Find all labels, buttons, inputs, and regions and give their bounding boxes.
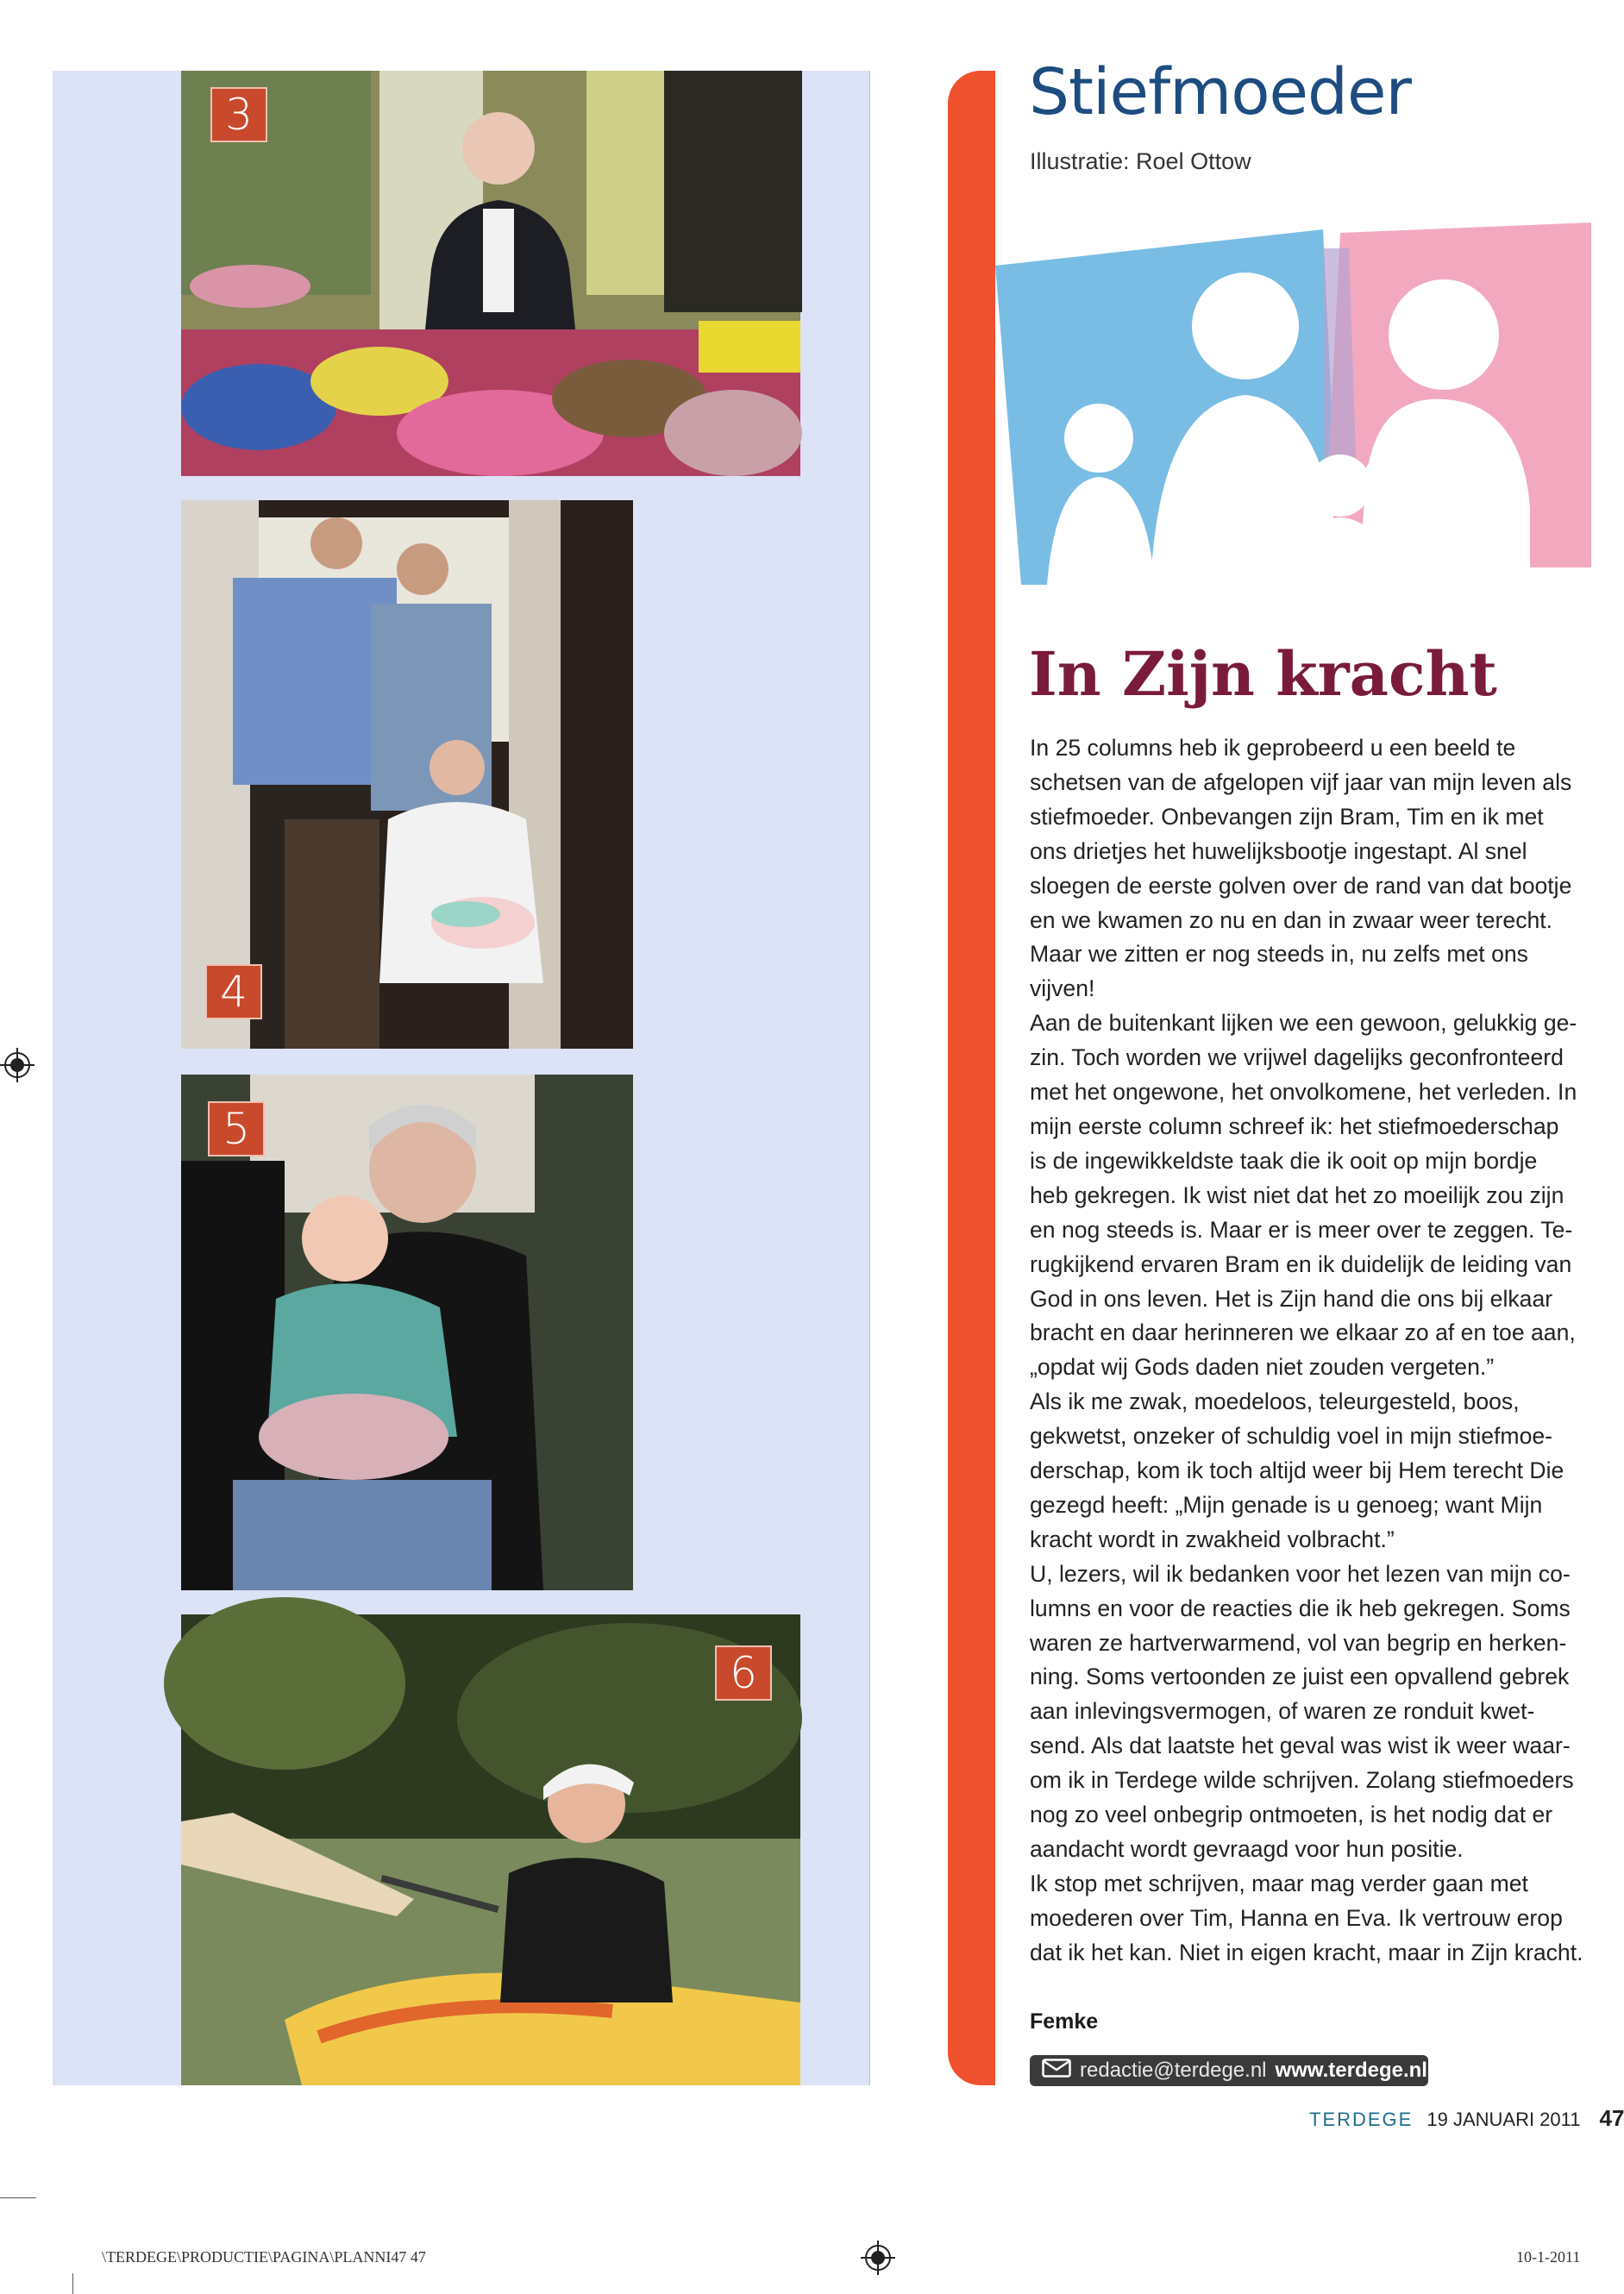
body-line: en nog steeds is. Maar er is meer over te zeggen. Te- bbox=[1030, 1216, 1573, 1243]
body-line: Als ik me zwak, moedeloos, teleurgesteld, boos, bbox=[1030, 1388, 1520, 1415]
print-date: 10-1-2011 bbox=[1516, 2248, 1581, 2266]
body-line: met het ongewone, het onvolkomene, het verleden. In bbox=[1030, 1079, 1577, 1106]
body-line: kracht wordt in zwakheid volbracht.” bbox=[1030, 1526, 1395, 1552]
article-headline: In Zijn kracht bbox=[1029, 638, 1497, 710]
body-line: aandacht wordt gevraagd voor hun positie. bbox=[1030, 1836, 1464, 1862]
registration-mark-icon bbox=[861, 2241, 895, 2275]
author-name: Femke bbox=[1030, 2009, 1099, 2034]
body-line: dat ik het kan. Niet in eigen kracht, maar in Zijn kracht. bbox=[1030, 1939, 1583, 1965]
body-line: ons drietjes het huwelijksbootje ingestapt. Al snel bbox=[1030, 837, 1527, 864]
body-line: moederen over Tim, Hanna en Eva. Ik vertrouw erop bbox=[1030, 1904, 1563, 1931]
body-line: derschap, kom ik toch altijd weer bij Hem terecht Die bbox=[1030, 1457, 1564, 1484]
issue-date: 19 JANUARI 2011 bbox=[1426, 2109, 1581, 2130]
photo-number-badge: 6 bbox=[715, 1645, 772, 1701]
photo-number-badge: 5 bbox=[208, 1101, 265, 1156]
body-line: bracht en daar herinneren we elkaar zo af en toe aan, bbox=[1030, 1319, 1576, 1346]
page-footer bbox=[1309, 2105, 1624, 2132]
body-line: „opdat wij Gods daden niet zouden vergeten.” bbox=[1030, 1354, 1495, 1381]
body-line: In 25 columns heb ik geprobeerd u een beeld te bbox=[1030, 735, 1516, 761]
crop-mark bbox=[72, 2273, 73, 2294]
body-line: is de ingewikkeldste taak die ik ooit op mijn bordje bbox=[1030, 1147, 1538, 1174]
body-line: God in ons leven. Het is Zijn hand die ons bij elkaar bbox=[1030, 1285, 1553, 1312]
body-line: en we kwamen zo nu en dan in zwaar weer terecht. bbox=[1030, 906, 1553, 933]
photo-number-badge: 4 bbox=[205, 964, 262, 1019]
body-line: nog zo veel onbegrip ontmoeten, is het nodig dat er bbox=[1030, 1802, 1553, 1828]
body-line: Aan de buitenkant lijken we een gewoon, gelukkig ge- bbox=[1030, 1010, 1577, 1037]
body-line: heb gekregen. Ik wist niet dat het zo moeilijk zou zijn bbox=[1030, 1181, 1564, 1208]
print-slug: \TERDEGE\PRODUCTIE\PAGINA\PLANNI47 47 bbox=[102, 2248, 426, 2266]
contact-bar bbox=[1030, 2055, 1428, 2086]
crop-mark bbox=[0, 2197, 36, 2198]
registration-mark-icon bbox=[0, 1048, 34, 1082]
column-title: Stiefmoeder bbox=[1029, 55, 1411, 129]
body-line: gezegd heeft: „Mijn genade is u genoeg; want Mijn bbox=[1030, 1491, 1543, 1518]
body-line: vijven! bbox=[1030, 975, 1095, 1002]
body-line: ning. Soms vertoonden ze juist een opvallend gebrek bbox=[1030, 1664, 1570, 1690]
body-line: stiefmoeder. Onbevangen zijn Bram, Tim en ik met bbox=[1030, 803, 1544, 830]
magazine-name: TERDEGE bbox=[1309, 2109, 1414, 2130]
family-silhouette-illustration bbox=[995, 223, 1591, 585]
body-line: mijn eerste column schreef ik: het stiefmoederschap bbox=[1030, 1113, 1559, 1139]
page-number: 47 bbox=[1599, 2105, 1624, 2131]
body-line: lumns en voor de reacties die ik heb gekregen. Soms bbox=[1030, 1595, 1571, 1621]
body-line: send. Als dat laatste het geval was wist ik weer waar- bbox=[1030, 1733, 1571, 1759]
illustration-credit: Illustratie: Roel Ottow bbox=[1030, 148, 1251, 174]
body-line: U, lezers, wil ik bedanken voor het lezen van mijn co- bbox=[1030, 1560, 1571, 1587]
website-link[interactable]: www.terdege.nl bbox=[1275, 2059, 1427, 2082]
accent-bar bbox=[948, 71, 995, 2085]
photo-woman-kayak bbox=[181, 1614, 800, 2085]
body-line: Maar we zitten er nog steeds in, nu zelfs met ons bbox=[1030, 941, 1528, 968]
article-body bbox=[1030, 731, 1599, 1971]
email-link[interactable]: redactie@terdege.nl bbox=[1080, 2059, 1267, 2082]
photo-knitting-table bbox=[181, 71, 800, 476]
body-line: om ik in Terdege wilde schrijven. Zolang stiefmoeders bbox=[1030, 1767, 1574, 1794]
photo-number-badge: 3 bbox=[210, 87, 267, 142]
body-line: Ik stop met schrijven, maar mag verder gaan met bbox=[1030, 1870, 1528, 1896]
body-line: waren ze hartverwarmend, vol van begrip en herken- bbox=[1030, 1629, 1567, 1656]
body-line: zin. Toch worden we vrijwel dagelijks geconfronteerd bbox=[1030, 1044, 1564, 1071]
body-line: schetsen van de afgelopen vijf jaar van mijn leven als bbox=[1030, 768, 1572, 795]
body-line: aan inlevingsvermogen, of waren ze ronduit kwet- bbox=[1030, 1698, 1535, 1725]
body-line: gekwetst, onzeker of schuldig voel in mijn stiefmoe- bbox=[1030, 1423, 1553, 1450]
envelope-icon bbox=[1042, 2059, 1071, 2084]
body-line: sloegen de eerste golven over de rand van dat bootje bbox=[1030, 872, 1572, 899]
body-line: rugkijkend ervaren Bram en ik duidelijk de leiding van bbox=[1030, 1250, 1572, 1277]
